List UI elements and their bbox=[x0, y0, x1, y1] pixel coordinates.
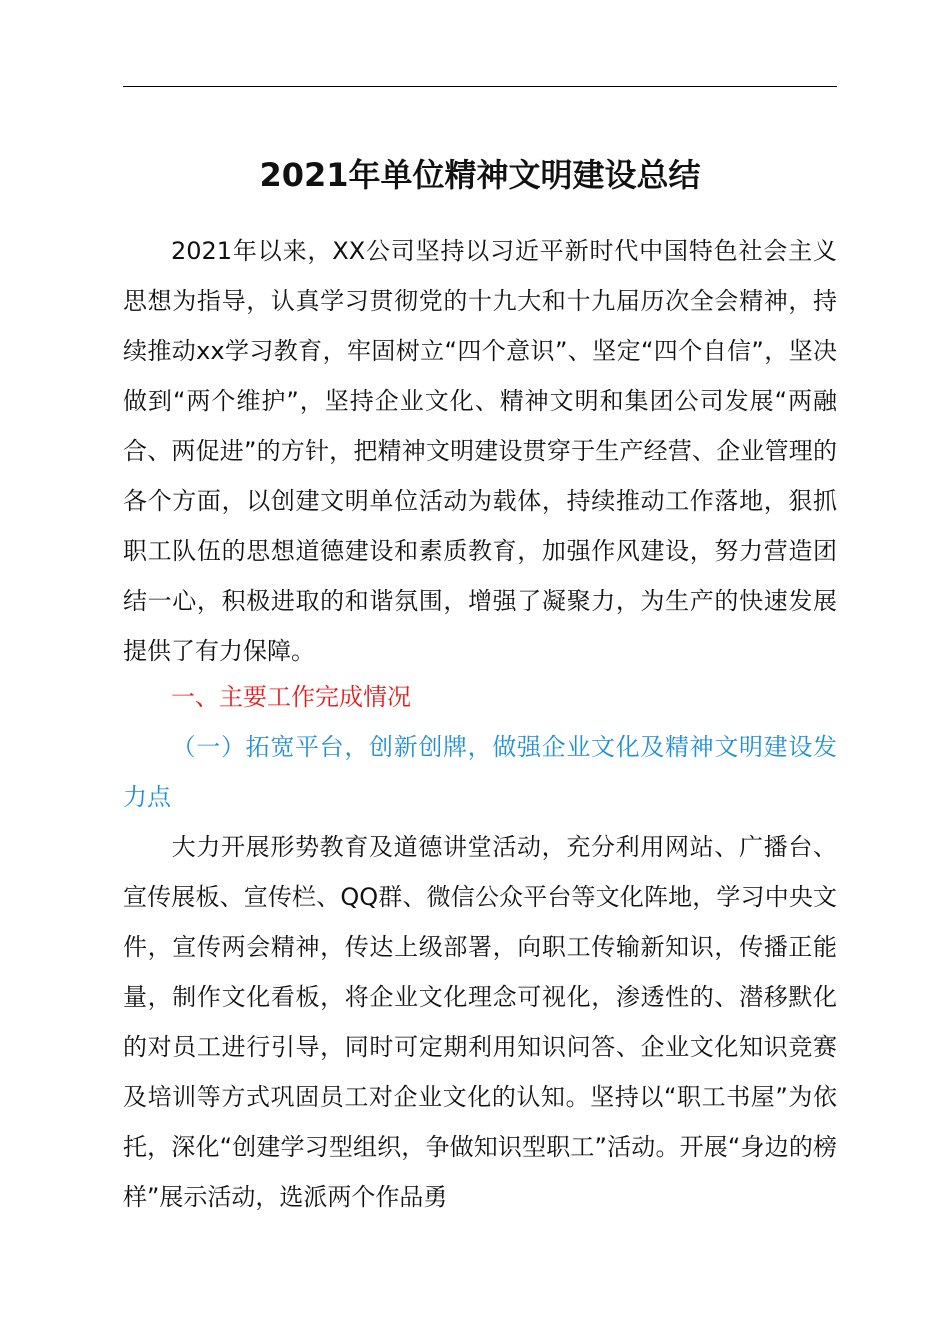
intro-paragraph bbox=[123, 226, 837, 676]
body-paragraph bbox=[123, 822, 837, 1222]
section-heading-text: 一、主要工作完成情况 bbox=[171, 683, 411, 711]
section-heading bbox=[123, 672, 837, 722]
subsection-heading-text: （一）拓宽平台，创新创牌，做强企业文化及精神文明建设发力点 bbox=[123, 733, 837, 811]
header-rule bbox=[123, 86, 837, 87]
body-text: 大力开展形势教育及道德讲堂活动，充分利用网站、广播台、宣传展板、宣传栏、QQ群、微信公众平台等文化阵地，学习中央文件，宣传两会精神，传达上级部署，向职工传输新知识，传播正能量，制作文化看板，将企业文化理念可视化，渗透性的、潜移默化的对员工进行引导，同时可定期利用知识问答、企业文化知识竞赛及培训等方式巩固员工对企业文化的认知。坚持以“职工书屋”为依托，深化“创建学习型组织，争做知识型职工”活动。开展“身边的榜样”展示活动，选派两个作品勇 bbox=[123, 833, 837, 1211]
intro-text: 2021年以来，XX公司坚持以习近平新时代中国特色社会主义思想为指导，认真学习贯彻党的十九大和十九届历次全会精神，持续推动xx学习教育，牢固树立“四个意识”、坚定“四个自信”，坚决做到“两个维护”，坚持企业文化、精神文明和集团公司发展“两融合、两促进”的方针，把精神文明建设贯穿于生产经营、企业管理的各个方面，以创建文明单位活动为载体，持续推动工作落地，狠抓职工队伍的思想道德建设和素质教育，加强作风建设，努力营造团结一心，积极进取的和谐氛围，增强了凝聚力，为生产的快速发展提供了有力保障。 bbox=[123, 237, 837, 665]
document-title: 2021年单位精神文明建设总结 bbox=[259, 156, 701, 194]
subsection-heading bbox=[123, 722, 837, 822]
